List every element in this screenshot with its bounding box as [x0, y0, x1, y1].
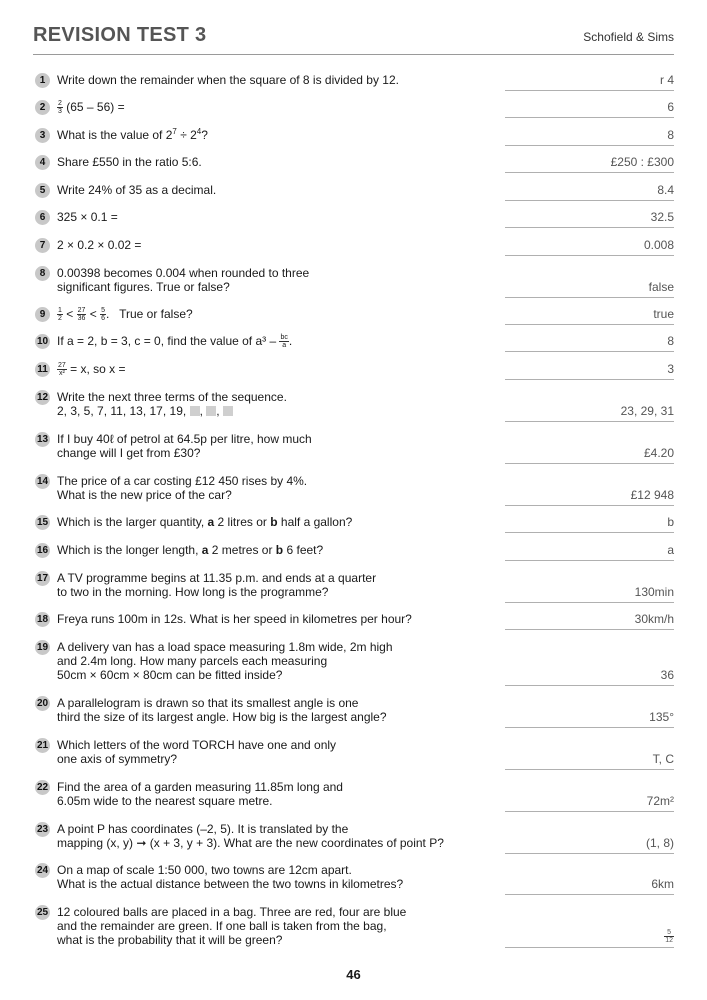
- blank-box: [223, 406, 233, 416]
- question-text: The price of a car costing £12 450 rises by 4%. What is the new price of the car?: [57, 474, 308, 502]
- question-number: 3: [35, 128, 50, 143]
- answer: £250 : £300: [505, 155, 674, 173]
- question-text: A TV programme begins at 11.35 p.m. and ends at a quarter to two in the morning. How long is the programme?: [57, 571, 377, 599]
- question-text: Find the area of a garden measuring 11.85m long and 6.05m wide to the nearest square metre.: [57, 780, 343, 808]
- question-number: 10: [36, 336, 49, 347]
- question-text: Write down the remainder when the square of 8 is divided by 12.: [57, 73, 399, 87]
- question-number: 1: [35, 73, 50, 88]
- question-text: If a = 2, b = 3, c = 0, find the value of a³ – $\frac{bc}{a}$ .: [57, 334, 293, 350]
- blank-box: [190, 406, 200, 416]
- question-number: 18: [36, 614, 49, 625]
- question-number: 25: [36, 907, 49, 918]
- answer: 23, 29, 31: [505, 404, 674, 422]
- blank-box: [206, 406, 216, 416]
- question-text: Share £550 in the ratio 5:6.: [57, 155, 202, 169]
- question-text: A parallelogram is drawn so that its smallest angle is one third the size of its largest angle. How big is the largest angle?: [57, 696, 387, 724]
- answer: (1, 8): [505, 836, 674, 854]
- question-number: 21: [36, 740, 49, 751]
- question-number: 4: [35, 155, 50, 170]
- answer: 8: [505, 128, 674, 146]
- answer: 30km/h: [505, 612, 674, 630]
- answer: a: [505, 543, 674, 561]
- answer: T, C: [505, 752, 674, 770]
- answer: false: [505, 280, 674, 298]
- answer-fraction: $\frac{5}{12}$: [665, 929, 673, 945]
- question-number: 14: [36, 476, 49, 487]
- question-text: Write the next three terms of the sequence. 2, 3, 5, 7, 11, 13, 17, 19, , ,: [57, 390, 287, 418]
- answer: £4.20: [505, 446, 674, 464]
- question-number: 11: [35, 362, 50, 377]
- answer: [505, 929, 674, 948]
- question-text: A delivery van has a load space measuring 1.8m wide, 2m high and 2.4m long. How many parcels each measuring 50cm × 60cm × 80cm can be fitted inside?: [57, 640, 393, 682]
- answer: b: [505, 515, 674, 533]
- question-number: 5: [35, 183, 50, 198]
- question-text: Which letters of the word TORCH have one and only one axis of symmetry?: [57, 738, 337, 766]
- page-title: REVISION TEST 3: [33, 24, 207, 46]
- question-number: 7: [35, 238, 50, 253]
- question-number: 6: [35, 210, 50, 225]
- question-number: 9: [35, 307, 50, 322]
- question-text: On a map of scale 1:50 000, two towns are 12cm apart. What is the actual distance between the two towns in kilometres?: [57, 863, 404, 891]
- question-text: Which is the longer length, a 2 metres or b 6 feet?: [57, 543, 324, 557]
- answer: 0.008: [505, 238, 674, 256]
- question-number: 20: [36, 698, 49, 709]
- page-header: [33, 24, 674, 55]
- question-number: 2: [35, 100, 50, 115]
- answer: 130min: [505, 585, 674, 603]
- question-text: Write 24% of 35 as a decimal.: [57, 183, 217, 197]
- question-text: A point P has coordinates (–2, 5). It is translated by the mapping (x, y) ➞ (x + 3, y + 3). What are the new coordinates of point P?: [57, 822, 444, 850]
- question-text: $\frac{1}{2}$ < $\frac{27}{36}$ < $\frac{5}{6}$ . True or false?: [58, 307, 193, 323]
- answer: r 4: [505, 73, 674, 91]
- question-number: 13: [36, 434, 49, 445]
- question-text: 2 × 0.2 × 0.02 =: [57, 238, 142, 252]
- question-text: 325 × 0.1 =: [57, 210, 118, 224]
- question-number: 16: [36, 545, 49, 556]
- publisher-name: Schofield & Sims: [583, 30, 674, 44]
- question-number: 23: [36, 824, 49, 835]
- answer: 32.5: [505, 210, 674, 228]
- answer: 3: [505, 362, 674, 380]
- question-number: 12: [36, 392, 49, 403]
- answer: 72m²: [505, 794, 674, 812]
- question-text: If I buy 40ℓ of petrol at 64.5p per litre, how much change will I get from £30?: [57, 432, 312, 460]
- question-number: 22: [36, 782, 49, 793]
- question-text: What is the value of $2^7 \div 2^4$?: [57, 127, 208, 142]
- fraction: $\frac{2}{3}$: [58, 100, 62, 116]
- answer: 6km: [505, 877, 674, 895]
- question-text: $\frac{27}{\text{x²}}$ = x, so x =: [58, 362, 126, 378]
- page-number: 46: [346, 967, 361, 982]
- answer: 8.4: [505, 183, 674, 201]
- question-number: 19: [36, 642, 49, 653]
- question-number: 15: [36, 517, 49, 528]
- question-text: Freya runs 100m in 12s. What is her speed in kilometres per hour?: [57, 612, 412, 626]
- question-text: $\frac{2}{3}$ (65 – 56) =: [58, 100, 125, 116]
- question-text: 12 coloured balls are placed in a bag. Three are red, four are blue and the remainder are green. If one ball is taken from the bag, what is the probability that it will be green?: [57, 905, 407, 947]
- answer: 8: [505, 334, 674, 352]
- answer: 135°: [505, 710, 674, 728]
- answer: 36: [505, 668, 674, 686]
- question-number: 8: [35, 266, 50, 281]
- answer: 6: [505, 100, 674, 118]
- question-number: 24: [36, 865, 49, 876]
- answer: £12 948: [505, 488, 674, 506]
- question-text: Which is the larger quantity, a 2 litres or b half a gallon?: [57, 515, 353, 529]
- question-text: 0.00398 becomes 0.004 when rounded to three significant figures. True or false?: [57, 266, 310, 294]
- question-number: 17: [36, 573, 49, 584]
- answer: true: [505, 307, 674, 325]
